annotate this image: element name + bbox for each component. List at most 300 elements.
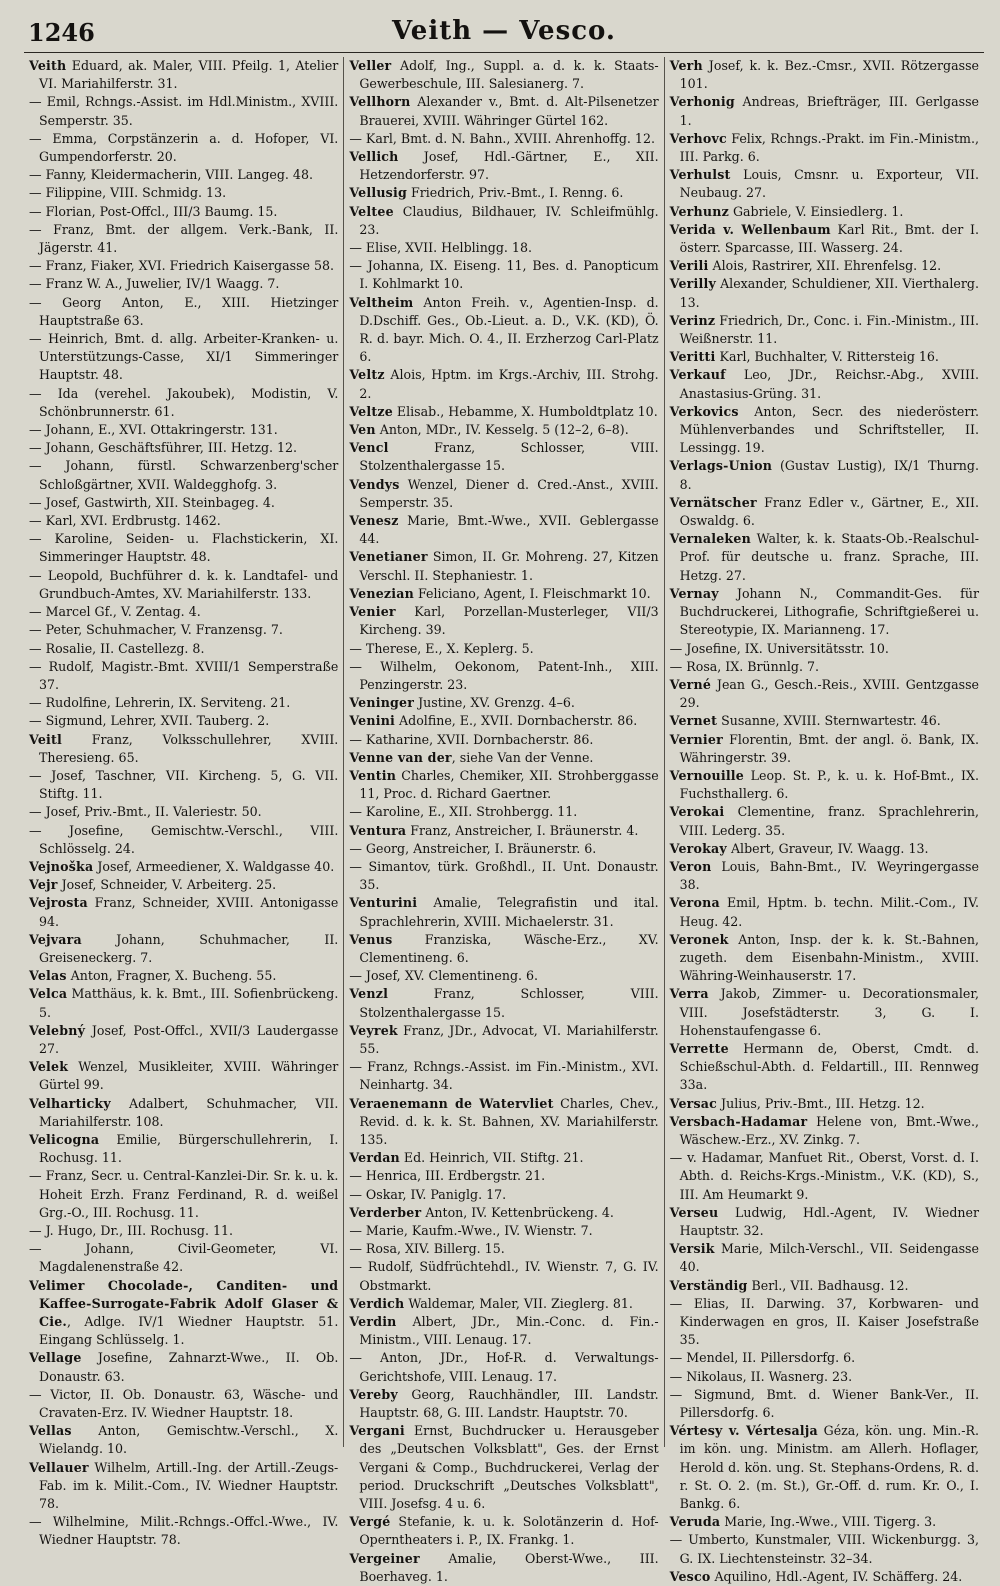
directory-entry [670, 840, 979, 858]
entry-surname: Veltheim [349, 294, 414, 310]
directory-entry [670, 1531, 979, 1567]
entry-surname: Venturini [349, 895, 418, 911]
entry-surname: Ven [349, 422, 376, 438]
entry-details: — Johanna, IX. Eiseng. 11, Bes. d. Panopticum I. Kohlmarkt 10. [349, 258, 659, 292]
directory-entry [349, 731, 658, 749]
directory-entry [670, 894, 979, 930]
directory-entry [349, 257, 658, 293]
entry-details: — Sigmund, Bmt. d. Wiener Bank-Ver., II. Pillersdorfg. 6. [669, 1386, 979, 1421]
entry-surname: Venini [349, 713, 396, 729]
entry-details: — Johann, Geschäftsführer, III. Hetzg. 12. [29, 440, 298, 456]
entry-surname: Vernaleken [669, 531, 751, 547]
entry-details: Stefanie, k. u. k. Solotänzerin d. Hof-Operntheaters i. P., IX. Frankg. 1. [359, 1514, 659, 1548]
directory-entry [349, 1422, 658, 1513]
entry-details: — Katharine, XVII. Dornbacherstr. 86. [349, 731, 594, 747]
entry-details: Franz, Schlosser, VIII. Stolzenthalergasse 15. [359, 440, 659, 474]
directory-entry [29, 822, 338, 858]
entry-surname: Verdich [349, 1295, 405, 1311]
directory-entry [29, 385, 338, 421]
directory-entry [29, 130, 338, 166]
entry-surname: Verida v. Wellenbaum [669, 221, 831, 237]
directory-entry [29, 712, 338, 730]
directory-entry [29, 421, 338, 439]
entry-surname: Verlags-Union [669, 458, 773, 474]
directory-entry [29, 694, 338, 712]
entry-details: Adolfine, E., XVII. Dornbacherstr. 86. [395, 713, 638, 729]
directory-entry [670, 366, 979, 402]
entry-details: Marie, Bmt.-Wwe., XVII. Geblergasse 44. [359, 513, 659, 547]
directory-entry [349, 1313, 658, 1349]
entry-details: — Oskar, IV. Paniglg. 17. [349, 1186, 507, 1202]
directory-entry [349, 366, 658, 402]
entry-details: — Josefine, Gemischtw.-Verschl., VIII. Schlösselg. 24. [29, 822, 339, 856]
entry-surname: Venier [349, 604, 396, 620]
entry-details: — Karoline, Seiden- u. Flachstickerin, XI. Simmeringer Hauptstr. 48. [29, 531, 339, 565]
entry-surname: Veltz [349, 367, 385, 383]
entry-details: Wenzel, Musikleiter, XVIII. Währinger Gürtel 99. [39, 1059, 339, 1093]
directory-entry [29, 530, 338, 566]
entry-details: Alois, Hptm. im Krgs.-Archiv, III. Strohg. 2. [359, 367, 659, 401]
entry-surname: Venne van der [349, 749, 452, 765]
entry-details: — Rudolf, Südfrüchtehdl., IV. Wienstr. 7, G. IV. Obstmarkt. [349, 1259, 659, 1293]
entry-surname: Veritti [669, 349, 716, 365]
entry-details: Georg, Rauchhändler, III. Landstr. Hauptstr. 68, G. III. Landstr. Hauptstr. 70. [359, 1386, 659, 1421]
entry-surname: Ventin [349, 767, 397, 783]
entry-surname: Vereby [349, 1386, 398, 1402]
entry-details: Matthäus, k. k. Bmt., III. Sofienbrückeng. 5. [39, 986, 339, 1020]
entry-surname: Verkauf [669, 367, 726, 383]
directory-entry [349, 1240, 658, 1258]
entry-details: — Josef, XV. Clementineng. 6. [349, 968, 539, 984]
directory-entry [670, 275, 979, 311]
entry-surname: Versbach-Hadamar [669, 1113, 808, 1129]
directory-entry [349, 1295, 658, 1313]
directory-entry [29, 931, 338, 967]
entry-details: Marie, Ing.-Wwe., VIII. Tigerg. 3. [720, 1514, 937, 1530]
entry-details: Berl., VII. Badhausg. 12. [747, 1277, 909, 1293]
directory-entry [349, 803, 658, 821]
entry-surname: Verinz [669, 312, 716, 328]
directory-entry [29, 985, 338, 1021]
entry-details: — Josef, Gastwirth, XII. Steinbageg. 4. [29, 494, 275, 510]
entry-details: Anton Freih. v., Agentien-Insp. d. D.Dschiff. Ges., Ob.-Lieut. a. D., V.K. (KD), Ö. R. d. bayr. Mich. O. 4., II. Erzherzog Carl-Platz 6. [359, 294, 659, 365]
directory-entry [29, 257, 338, 275]
entry-surname: Vellauer [29, 1459, 89, 1475]
directory-entry [670, 457, 979, 493]
directory-entry [670, 767, 979, 803]
entry-details: — Fanny, Kleidermacherin, VIII. Langeg. 48. [29, 167, 313, 183]
entry-surname: Vejrosta [29, 895, 88, 911]
entry-surname: Veronek [669, 931, 729, 947]
directory-entry [670, 221, 979, 257]
directory-entry [349, 585, 658, 603]
entry-details: Franziska, Wäsche-Erz., XV. Clementineng. 6. [359, 931, 659, 965]
directory-entry [349, 1258, 658, 1294]
entry-surname: Veltee [349, 203, 394, 219]
entry-details: Emilie, Bürgerschullehrerin, I. Rochusg. 11. [39, 1131, 339, 1166]
entry-details: — Josef, Taschner, VII. Kircheng. 5, G. VII. Stiftg. 11. [29, 767, 339, 802]
entry-details: Franz, Anstreicher, I. Bräunerstr. 4. [406, 822, 639, 838]
entry-surname: Verili [669, 258, 709, 274]
entry-details: Emil, Hptm. b. techn. Milit.-Com., IV. Heug. 42. [679, 895, 979, 929]
directory-entry [29, 1167, 338, 1222]
entry-details: — Sigmund, Lehrer, XVII. Tauberg. 2. [29, 713, 270, 729]
directory-entry [670, 403, 979, 458]
entry-details: Friedrich, Priv.-Bmt., I. Renng. 6. [406, 185, 624, 201]
directory-entry [670, 585, 979, 640]
entry-details: Wilhelm, Artill.-Ing. der Artill.-Zeugs-Fab. im k. Milit.-Com., IV. Wiedner Hauptstr. 78. [39, 1459, 339, 1512]
entry-surname: Vejnoška [29, 858, 94, 874]
directory-entry [670, 676, 979, 712]
directory-entry [29, 640, 338, 658]
entry-details: — Marie, Kaufm.-Wwe., IV. Wienstr. 7. [349, 1223, 593, 1238]
entry-details: Ernst, Buchdrucker u. Herausgeber des „Deutschen Volksblatt", Ges. der Ernst Vergani & Comp., Buchdruckerei, Verlag der period. Druckschrift „Deutsches Volksblatt", VIII. Josefsg. 4 u. 6. [359, 1423, 659, 1512]
entry-surname: Veron [669, 858, 712, 874]
entry-details: Josef, Schneider, V. Arbeiterg. 25. [57, 877, 277, 893]
entry-details: Alexander, Schuldiener, XII. Vierthalerg. 13. [679, 276, 979, 310]
entry-details: Amalie, Oberst-Wwe., III. Boerhaveg. 1. [359, 1550, 659, 1584]
entry-surname: Verhovc [669, 130, 727, 146]
directory-entry [349, 1550, 658, 1586]
entry-surname: Veraenemann de Watervliet [349, 1095, 554, 1111]
directory-entry [349, 294, 658, 367]
entry-details: Simon, II. Gr. Mohreng. 27, Kitzen Verschl. II. Stephaniestr. 1. [359, 549, 659, 583]
entry-details: , Adlge. IV/1 Wiedner Hauptstr. 51. Eingang Schlüsselg. 1. [39, 1314, 339, 1348]
entry-details: — Wilhelm, Oekonom, Patent-Inh., XIII. Penzingerstr. 23. [349, 658, 659, 692]
entry-surname: Vejvara [29, 931, 82, 947]
entry-details: Waldemar, Maler, VII. Zieglerg. 81. [404, 1295, 633, 1311]
entry-surname: Vellage [29, 1350, 82, 1366]
entry-details: — Rosa, IX. Brünnlg. 7. [669, 658, 819, 674]
directory-entry [349, 603, 658, 639]
entry-details: Franz, Schneider, XVIII. Antonigasse 94. [39, 895, 339, 929]
directory-entry [670, 931, 979, 986]
column-right [664, 57, 984, 1584]
entry-surname: Velebný [29, 1022, 86, 1038]
entry-details: Hermann de, Oberst, Cmdt. d. Schießschul-Abth. d. Feldartill., III. Rennweg 33a. [679, 1040, 979, 1093]
entry-details: Aquilino, Hdl.-Agent, IV. Schäfferg. 24. [710, 1568, 963, 1584]
entry-surname: Versac [669, 1095, 718, 1111]
entry-details: — Emma, Corpstänzerin a. d. Hofoper, VI. Gumpendorferstr. 20. [29, 130, 339, 165]
directory-entry [670, 1513, 979, 1531]
directory-entry [29, 1422, 338, 1458]
entry-surname: Vernay [669, 585, 719, 601]
entry-details: Anton, Insp. der k. k. St.-Bahnen, zugeth. dem Eisenbahn-Ministm., XVIII. Währing-Weinhauserstr. 17. [679, 931, 979, 984]
directory-entry [349, 894, 658, 930]
directory-entry [349, 130, 658, 148]
entry-details: — v. Hadamar, Manfuet Rit., Oberst, Vorst. d. I. Abth. d. Reichs-Krgs.-Ministm., V.K. (KD), S., III. Am Heumarkt 9. [669, 1150, 979, 1202]
directory-entry [349, 822, 658, 840]
entry-surname: Vernet [669, 713, 718, 729]
directory-entry [29, 767, 338, 803]
directory-entry [670, 93, 979, 129]
directory-entry [29, 1349, 338, 1385]
entry-surname: Velas [29, 968, 67, 984]
entry-details: Géza, kön. ung. Min.-R. im kön. ung. Ministm. am Allerh. Hoflager, Herold d. kön. ung. St. Stephans-Ordens, R. d. r. St. O. 2. (m. St.), Gr.-Off. d. rum. Kr. O., I. Bankg. 6. [679, 1423, 979, 1512]
entry-details: — Anton, JDr., Hof-R. d. Verwaltungs-Gerichtshofe, VIII. Lenaug. 17. [349, 1350, 659, 1384]
entry-surname: Verdin [349, 1314, 397, 1330]
directory-entry [670, 130, 979, 166]
entry-details: Jakob, Zimmer- u. Decorationsmaler, VIII. Josefstädterstr. 3, G. I. Hohenstaufengasse 6. [679, 986, 979, 1038]
entry-surname: Vergeiner [349, 1550, 420, 1566]
directory-entry [349, 93, 658, 129]
entry-details: — Umberto, Kunstmaler, VIII. Wickenburgg. 3, G. IX. Liechtensteinstr. 32–34. [669, 1532, 979, 1566]
directory-entry [349, 239, 658, 257]
entry-details: Justine, XV. Grenzg. 4–6. [414, 695, 575, 711]
entry-details: — Florian, Post-Offcl., III/3 Baumg. 15. [29, 203, 278, 219]
directory-entry [670, 494, 979, 530]
directory-entry [29, 894, 338, 930]
directory-entry [349, 1058, 658, 1094]
entry-details: — Nikolaus, II. Wasnerg. 23. [669, 1368, 853, 1384]
entry-details: Elisab., Hebamme, X. Humboldtplatz 10. [392, 403, 658, 419]
entry-details: Wenzel, Diener d. Cred.-Anst., XVIII. Semperstr. 35. [359, 476, 659, 510]
entry-details: — Simantov, türk. Großhdl., II. Unt. Donaustr. 35. [349, 858, 659, 893]
entry-surname: Vellich [349, 149, 399, 165]
entry-details: — Rosa, XIV. Billerg. 15. [349, 1241, 505, 1257]
directory-entry [29, 494, 338, 512]
entry-details: Anton, Gemischtw.-Verschl., X. Wielandg. 10. [39, 1423, 339, 1457]
directory-entry [670, 640, 979, 658]
entry-details: — Georg Anton, E., XIII. Hietzinger Hauptstraße 63. [29, 294, 339, 328]
directory-entry [349, 57, 658, 93]
entry-surname: Vellhorn [349, 94, 411, 110]
entry-details: — Therese, E., X. Keplerg. 5. [349, 640, 534, 656]
directory-entry [29, 658, 338, 694]
directory-entry [29, 457, 338, 493]
entry-details: Eduard, ak. Maler, VIII. Pfeilg. 1, Atelier VI. Mariahilferstr. 31. [39, 58, 339, 92]
entry-details: — Georg, Anstreicher, I. Bräunerstr. 6. [349, 840, 597, 856]
entry-surname: Verokay [669, 840, 727, 856]
entry-details: — Victor, II. Ob. Donaustr. 63, Wäsche- und Cravaten-Erz. IV. Wiedner Hauptstr. 18. [29, 1386, 339, 1421]
directory-entry [670, 1422, 979, 1513]
entry-details: — Leopold, Buchführer d. k. k. Landtafel- und Grundbuch-Amtes, XV. Mariahilferstr. 133. [29, 567, 339, 601]
entry-details: — Karl, XVI. Erdbrustg. 1462. [29, 513, 221, 529]
directory-entry [29, 803, 338, 821]
entry-details: — Josefine, IX. Universitätsstr. 10. [669, 640, 889, 656]
directory-entry [29, 876, 338, 894]
entry-surname: Verona [669, 895, 720, 911]
entry-surname: Venzl [349, 986, 389, 1002]
directory-entry [349, 1186, 658, 1204]
columns [24, 57, 984, 1584]
entry-details: Josef, Hdl.-Gärtner, E., XII. Hetzendorferstr. 97. [359, 149, 659, 183]
directory-entry [29, 1459, 338, 1514]
entry-surname: Velek [29, 1059, 69, 1075]
entry-surname: Velca [29, 986, 68, 1002]
directory-entry [29, 603, 338, 621]
directory-entry [349, 840, 658, 858]
entry-surname: Verra [669, 986, 709, 1002]
entry-details: — Rosalie, II. Castellezg. 8. [29, 640, 205, 656]
entry-details: Anton, Secr. des niederösterr. Mühlenverbandes und Schriftsteller, II. Lessingg. 19. [679, 403, 979, 456]
entry-details: — Rudolfine, Lehrerin, IX. Serviteng. 21. [29, 695, 291, 711]
directory-entry [29, 275, 338, 293]
entry-surname: Veyrek [349, 1022, 398, 1038]
directory-entry [29, 1022, 338, 1058]
directory-entry [29, 221, 338, 257]
entry-surname: Verné [669, 676, 712, 692]
directory-entry [349, 184, 658, 202]
directory-entry [29, 93, 338, 129]
entry-details: Josef, Armeediener, X. Waldgasse 40. [93, 858, 335, 874]
entry-details: — Elise, XVII. Helblingg. 18. [349, 240, 532, 256]
directory-entry [349, 658, 658, 694]
column-left [24, 57, 343, 1548]
directory-entry [349, 1513, 658, 1549]
entry-details: Johann, Schuhmacher, II. Greiseneckerg. 7. [39, 931, 339, 965]
entry-surname: Vernouille [669, 767, 744, 783]
entry-details: Claudius, Bildhauer, IV. Schleifmühlg. 23. [359, 203, 659, 237]
directory-entry [349, 640, 658, 658]
entry-surname: Verdan [349, 1150, 400, 1166]
entry-details: Charles, Chev., Revid. d. k. k. St. Bahnen, XV. Mariahilferstr. 135. [359, 1095, 659, 1147]
entry-details: Alois, Rastrirer, XII. Ehrenfelsg. 12. [708, 258, 942, 274]
page-number: 1246 [28, 18, 95, 47]
directory-entry [29, 166, 338, 184]
entry-details: Anton, IV. Kettenbrückeng. 4. [421, 1204, 614, 1220]
directory-entry [29, 1277, 338, 1350]
entry-details: Albert, Graveur, IV. Waagg. 13. [726, 840, 929, 856]
directory-entry [670, 1040, 979, 1095]
directory-entry [29, 1058, 338, 1094]
entry-details: Franz, Volksschullehrer, XVIII. Theresieng. 65. [39, 731, 339, 765]
entry-surname: Vellusig [349, 185, 407, 201]
entry-details: Walter, k. k. Staats-Ob.-Realschul-Prof. für deutsche u. franz. Sprache, III. Hetzg. 27. [679, 531, 979, 583]
entry-details: — Franz W. A., Juwelier, IV/1 Waagg. 7. [29, 276, 280, 292]
entry-details: Franz, JDr., Advocat, VI. Mariahilferstr. 55. [359, 1022, 659, 1056]
directory-entry [349, 1222, 658, 1240]
entry-details: Adalbert, Schuhmacher, VII. Mariahilferstr. 108. [39, 1095, 339, 1129]
directory-entry [29, 184, 338, 202]
page-header [24, 14, 984, 53]
entry-surname: Verhonig [669, 94, 735, 110]
directory-entry [349, 512, 658, 548]
entry-details: Florentin, Bmt. der angl. ö. Bank, IX. Währingerstr. 39. [679, 731, 979, 765]
entry-details: — Johann, E., XVI. Ottakringerstr. 131. [29, 422, 278, 438]
entry-details: Leo, JDr., Reichsr.-Abg., XVIII. Anastasius-Grüng. 31. [679, 367, 979, 401]
entry-surname: Velicogna [29, 1131, 100, 1147]
directory-entry [29, 731, 338, 767]
entry-details: — Elias, II. Darwing. 37, Korbwaren- und Kinderwagen en gros, II. Kaiser Josefstraße 35. [669, 1295, 979, 1348]
entry-surname: Vernier [669, 731, 723, 747]
entry-details: Feliciano, Agent, I. Fleischmarkt 10. [413, 585, 651, 601]
entry-surname: Veller [349, 58, 392, 73]
entry-surname: Veninger [349, 695, 415, 711]
entry-details: Charles, Chemiker, XII. Strohberggasse 11, Proc. d. Richard Gaertner. [359, 767, 659, 802]
directory-entry [29, 858, 338, 876]
directory-entry [349, 985, 658, 1021]
entry-surname: Verhunz [669, 203, 729, 219]
entry-details: — Heinrich, Bmt. d. allg. Arbeiter-Kranken- u. Unterstützungs-Casse, XI/1 Simmeringer Hauptstr. 48. [29, 331, 339, 383]
entry-details: Karl, Buchhalter, V. Rittersteig 16. [715, 349, 939, 365]
directory-entry [670, 731, 979, 767]
entry-surname: Verseu [669, 1204, 719, 1220]
entry-surname: Vergani [349, 1423, 405, 1439]
running-head: Veith — Vesco. [392, 16, 616, 46]
directory-entry [29, 439, 338, 457]
entry-details: — Franz, Fiaker, XVI. Friedrich Kaisergasse 58. [29, 258, 335, 274]
entry-surname: Velimer Chocolade-, Canditen- und Kaffee-Surrogate-Fabrik Adolf Glaser & Cie. [29, 1277, 339, 1330]
entry-details: — Rudolf, Magistr.-Bmt. XVIII/1 Semperstraße 37. [29, 658, 339, 692]
directory-entry [29, 330, 338, 385]
entry-surname: Vendys [349, 476, 400, 492]
directory-entry [349, 931, 658, 967]
entry-surname: Verhulst [669, 167, 731, 183]
column-middle [343, 57, 663, 1584]
entry-details: — Peter, Schuhmacher, V. Franzensg. 7. [29, 622, 283, 638]
directory-entry [670, 1368, 979, 1386]
directory-entry [670, 1386, 979, 1422]
entry-details: — Josef, Priv.-Bmt., II. Valeriestr. 50. [29, 804, 262, 820]
entry-surname: Verilly [669, 276, 716, 292]
directory-entry [29, 967, 338, 985]
entry-details: — Franz, Secr. u. Central-Kanzlei-Dir. Sr. k. u. k. Hoheit Erzh. Franz Ferdinand, R. d. weißel Grg.-O., III. Rochusg. 11. [29, 1168, 339, 1220]
directory-entry [349, 694, 658, 712]
directory-entry [670, 203, 979, 221]
directory-entry [670, 1204, 979, 1240]
directory-entry [349, 1149, 658, 1167]
entry-details: — Franz, Rchngs.-Assist. im Fin.-Ministm., XVI. Neinhartg. 34. [349, 1059, 659, 1093]
directory-entry [349, 1386, 658, 1422]
directory-entry [29, 1222, 338, 1240]
entry-surname: Veitl [29, 731, 63, 747]
directory-entry [349, 1204, 658, 1222]
directory-entry [29, 1513, 338, 1549]
entry-details: (Gustav Lustig), IX/1 Thurng. 8. [679, 458, 979, 492]
entry-details: Marie, Milch-Verschl., VII. Seidengasse 40. [679, 1241, 979, 1275]
directory-entry [349, 858, 658, 894]
entry-details: Ludwig, Hdl.-Agent, IV. Wiedner Hauptstr. 32. [679, 1204, 979, 1238]
directory-entry [29, 57, 338, 93]
entry-details: Anton, Fragner, X. Bucheng. 55. [66, 968, 277, 984]
entry-details: Anton, MDr., IV. Kesselg. 5 (12–2, 6–8). [375, 422, 629, 438]
entry-details: Franz Edler v., Gärtner, E., XII. Oswaldg. 6. [679, 494, 979, 529]
directory-entry [29, 1386, 338, 1422]
entry-details: — Karl, Bmt. d. N. Bahn., XVIII. Ahrenhoffg. 12. [349, 130, 655, 146]
entry-details: Franz, Schlosser, VIII. Stolzenthalergasse 15. [359, 986, 659, 1020]
entry-surname: Verh [669, 58, 703, 73]
directory-entry [29, 1095, 338, 1131]
entry-details: , siehe Van der Venne. [451, 749, 594, 765]
entry-details: Josef, k. k. Bez.-Cmsr., XVII. Rötzergasse 101. [679, 58, 979, 92]
directory-entry [29, 512, 338, 530]
directory-entry [670, 530, 979, 585]
entry-details: Jean G., Gesch.-Reis., XVIII. Gentzgasse 29. [679, 676, 979, 711]
entry-details: Johann N., Commandit-Ges. für Buchdruckerei, Lithografie, Schriftgießerei u. Stereotypie, IX. Marianneng. 17. [679, 585, 979, 638]
directory-entry [349, 1349, 658, 1385]
entry-surname: Veltze [349, 403, 393, 419]
entry-surname: Vesco [669, 1568, 711, 1584]
directory-entry [670, 1149, 979, 1204]
directory-entry [670, 312, 979, 348]
entry-details: Friedrich, Dr., Conc. i. Fin.-Ministm., III. Weißnerstr. 11. [679, 312, 979, 347]
directory-entry [349, 749, 658, 767]
entry-details: Felix, Rchngs.-Prakt. im Fin.-Ministm., III. Parkg. 6. [679, 130, 979, 165]
entry-details: Josefine, Zahnarzt-Wwe., II. Ob. Donaustr. 63. [39, 1350, 339, 1384]
entry-details: — Karoline, E., XII. Strohbergg. 11. [349, 804, 578, 820]
entry-details: Karl Rit., Bmt. der I. österr. Sparcasse, III. Wasserg. 24. [679, 221, 979, 256]
directory-entry [670, 1349, 979, 1367]
directory-entry [670, 1277, 979, 1295]
directory-entry [349, 421, 658, 439]
entry-surname: Verokai [669, 804, 725, 820]
directory-entry [29, 203, 338, 221]
directory-entry [29, 567, 338, 603]
entry-surname: Veruda [669, 1514, 721, 1530]
entry-surname: Vejr [29, 877, 58, 893]
entry-surname: Venesz [349, 513, 399, 529]
